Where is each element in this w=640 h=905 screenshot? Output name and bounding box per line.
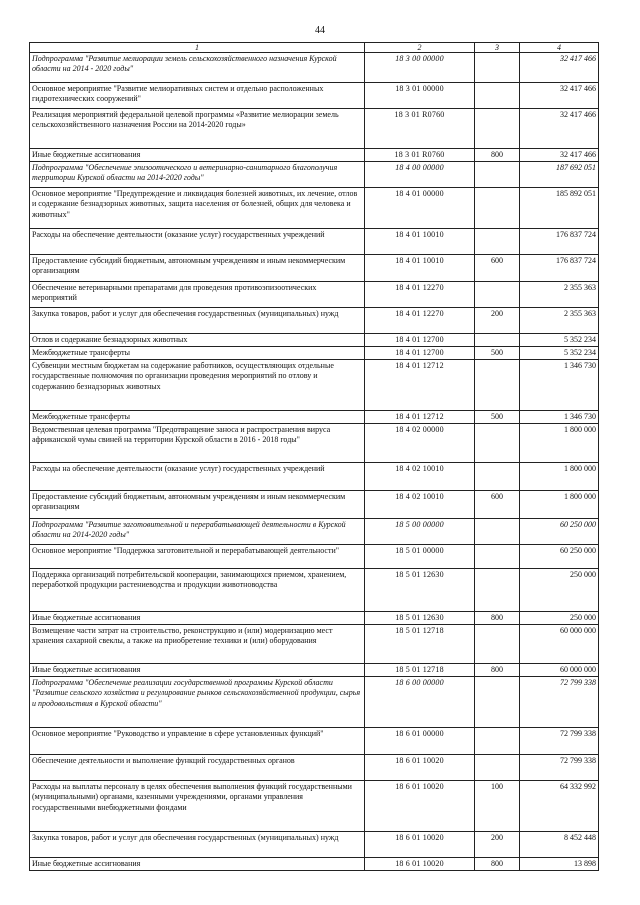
table-body bbox=[30, 53, 599, 871]
row-type-cell: 200 bbox=[475, 832, 520, 858]
row-sum-cell: 32 417 466 bbox=[520, 149, 599, 162]
row-sum-cell: 72 799 338 bbox=[520, 677, 599, 728]
row-sum-cell: 60 000 000 bbox=[520, 664, 599, 677]
row-sum-cell: 13 898 bbox=[520, 858, 599, 871]
row-code-cell: 18 3 00 00000 bbox=[365, 53, 475, 83]
table-row bbox=[30, 491, 599, 519]
row-sum-cell: 8 452 448 bbox=[520, 832, 599, 858]
row-code-cell: 18 4 01 12712 bbox=[365, 360, 475, 411]
header-col-name: 1 bbox=[30, 43, 365, 53]
header-col-sum: 4 bbox=[520, 43, 599, 53]
row-sum-cell: 60 000 000 bbox=[520, 625, 599, 664]
row-name-cell: Основное мероприятие "Предупреждение и ликвидация болезней животных, их лечение, отлов и содержание безнадзорных животных, защита населения от болезней, общих для человека и животных" bbox=[30, 188, 365, 229]
row-type-cell bbox=[475, 755, 520, 781]
row-type-cell bbox=[475, 728, 520, 755]
row-sum-cell: 250 000 bbox=[520, 612, 599, 625]
row-name-cell: Ведомственная целевая программа "Предотвращение заноса и распространения вируса африканской чумы свиней на территории Курской области в 2016 - 2018 годы" bbox=[30, 424, 365, 463]
row-type-cell bbox=[475, 360, 520, 411]
table-header-row bbox=[30, 43, 599, 53]
table-row bbox=[30, 625, 599, 664]
row-type-cell bbox=[475, 569, 520, 612]
row-type-cell bbox=[475, 162, 520, 188]
row-code-cell: 18 6 00 00000 bbox=[365, 677, 475, 728]
row-name-cell: Обеспечение деятельности и выполнение функций государственных органов bbox=[30, 755, 365, 781]
row-code-cell: 18 4 01 12712 bbox=[365, 411, 475, 424]
row-code-cell: 18 6 01 10020 bbox=[365, 832, 475, 858]
table-row bbox=[30, 832, 599, 858]
row-type-cell bbox=[475, 334, 520, 347]
row-name-cell: Межбюджетные трансферты bbox=[30, 347, 365, 360]
row-type-cell bbox=[475, 109, 520, 149]
row-type-cell bbox=[475, 677, 520, 728]
row-sum-cell: 1 346 730 bbox=[520, 411, 599, 424]
row-sum-cell: 60 250 000 bbox=[520, 519, 599, 545]
row-type-cell: 500 bbox=[475, 411, 520, 424]
table-row bbox=[30, 411, 599, 424]
table-row bbox=[30, 334, 599, 347]
row-name-cell: Основное мероприятие "Поддержка заготовительной и перерабатывающей деятельности" bbox=[30, 545, 365, 569]
row-name-cell: Расходы на обеспечение деятельности (оказание услуг) государственных учреждений bbox=[30, 463, 365, 491]
row-type-cell bbox=[475, 282, 520, 308]
table-row bbox=[30, 229, 599, 255]
row-sum-cell: 64 332 992 bbox=[520, 781, 599, 832]
header-col-type: 3 bbox=[475, 43, 520, 53]
table-row bbox=[30, 781, 599, 832]
row-name-cell: Основное мероприятие "Развитие мелиоративных систем и отдельно расположенных гидротехнических сооружений" bbox=[30, 83, 365, 109]
row-type-cell bbox=[475, 463, 520, 491]
table-row bbox=[30, 83, 599, 109]
row-sum-cell: 60 250 000 bbox=[520, 545, 599, 569]
table-row bbox=[30, 162, 599, 188]
row-code-cell: 18 4 01 10010 bbox=[365, 255, 475, 282]
row-sum-cell: 176 837 724 bbox=[520, 255, 599, 282]
row-name-cell: Предоставление субсидий бюджетным, автономным учреждениям и иным некоммерческим организациям bbox=[30, 491, 365, 519]
row-code-cell: 18 6 01 00000 bbox=[365, 728, 475, 755]
row-code-cell: 18 5 01 12630 bbox=[365, 569, 475, 612]
row-name-cell: Основное мероприятие "Руководство и управление в сфере установленных функций" bbox=[30, 728, 365, 755]
row-code-cell: 18 5 01 12630 bbox=[365, 612, 475, 625]
row-code-cell: 18 4 01 00000 bbox=[365, 188, 475, 229]
row-name-cell: Реализация мероприятий федеральной целевой программы «Развитие мелиорации земель сельскохозяйственного назначения России на 2014-2020 годы» bbox=[30, 109, 365, 149]
table-row bbox=[30, 255, 599, 282]
row-code-cell: 18 3 01 R0760 bbox=[365, 109, 475, 149]
row-code-cell: 18 3 01 00000 bbox=[365, 83, 475, 109]
row-sum-cell: 2 355 363 bbox=[520, 282, 599, 308]
row-code-cell: 18 4 01 12700 bbox=[365, 347, 475, 360]
row-name-cell: Обеспечение ветеринарными препаратами для проведения противоэпизоотических мероприятий bbox=[30, 282, 365, 308]
row-name-cell: Поддержка организаций потребительской кооперации, занимающихся приемом, хранением, переработкой продукции растениеводства и продукции животноводства bbox=[30, 569, 365, 612]
row-name-cell: Возмещение части затрат на строительство, реконструкцию и (или) модернизацию мест хранения сахарной свеклы, а также на приобретение техники и (или) оборудования bbox=[30, 625, 365, 664]
row-code-cell: 18 4 01 12270 bbox=[365, 308, 475, 334]
table-row bbox=[30, 463, 599, 491]
row-type-cell bbox=[475, 229, 520, 255]
row-code-cell: 18 4 02 10010 bbox=[365, 491, 475, 519]
row-type-cell bbox=[475, 424, 520, 463]
row-code-cell: 18 4 02 10010 bbox=[365, 463, 475, 491]
row-name-cell: Расходы на выплаты персоналу в целях обеспечения выполнения функций государственными (муниципальными) органами, казенными учреждениями, органами управления государственными внебюджетными фондами bbox=[30, 781, 365, 832]
row-name-cell: Закупка товаров, работ и услуг для обеспечения государственных (муниципальных) нужд bbox=[30, 308, 365, 334]
row-sum-cell: 5 352 234 bbox=[520, 334, 599, 347]
table-row bbox=[30, 545, 599, 569]
row-name-cell: Закупка товаров, работ и услуг для обеспечения государственных (муниципальных) нужд bbox=[30, 832, 365, 858]
row-type-cell: 600 bbox=[475, 255, 520, 282]
row-sum-cell: 5 352 234 bbox=[520, 347, 599, 360]
row-type-cell: 100 bbox=[475, 781, 520, 832]
row-sum-cell: 32 417 466 bbox=[520, 83, 599, 109]
table-row bbox=[30, 755, 599, 781]
row-name-cell: Подпрограмма "Обеспечение эпизоотического и ветеринарно-санитарного благополучия территории Курской области на 2014-2020 годы" bbox=[30, 162, 365, 188]
row-sum-cell: 32 417 466 bbox=[520, 109, 599, 149]
row-type-cell bbox=[475, 625, 520, 664]
table-row bbox=[30, 569, 599, 612]
table-row bbox=[30, 53, 599, 83]
row-type-cell: 800 bbox=[475, 858, 520, 871]
row-type-cell bbox=[475, 519, 520, 545]
row-name-cell: Подпрограмма "Развитие заготовительной и перерабатывающей деятельности в Курской области на 2014-2020 годы" bbox=[30, 519, 365, 545]
table-row bbox=[30, 664, 599, 677]
row-code-cell: 18 4 01 10010 bbox=[365, 229, 475, 255]
row-name-cell: Иные бюджетные ассигнования bbox=[30, 612, 365, 625]
row-sum-cell: 72 799 338 bbox=[520, 728, 599, 755]
row-sum-cell: 1 800 000 bbox=[520, 491, 599, 519]
row-name-cell: Субвенции местным бюджетам на содержание работников, осуществляющих отдельные государственные полномочия по организации проведения мероприятий по отлову и содержанию безнадзорных животных bbox=[30, 360, 365, 411]
table-row bbox=[30, 424, 599, 463]
row-name-cell: Отлов и содержание безнадзорных животных bbox=[30, 334, 365, 347]
row-code-cell: 18 4 00 00000 bbox=[365, 162, 475, 188]
table-row bbox=[30, 308, 599, 334]
row-type-cell bbox=[475, 188, 520, 229]
row-code-cell: 18 6 01 10020 bbox=[365, 781, 475, 832]
row-name-cell: Предоставление субсидий бюджетным, автономным учреждениям и иным некоммерческим организациям bbox=[30, 255, 365, 282]
row-sum-cell: 250 000 bbox=[520, 569, 599, 612]
row-type-cell bbox=[475, 83, 520, 109]
row-type-cell: 800 bbox=[475, 612, 520, 625]
row-sum-cell: 185 892 051 bbox=[520, 188, 599, 229]
row-type-cell: 200 bbox=[475, 308, 520, 334]
table-row bbox=[30, 728, 599, 755]
row-sum-cell: 1 800 000 bbox=[520, 463, 599, 491]
row-sum-cell: 176 837 724 bbox=[520, 229, 599, 255]
row-sum-cell: 32 417 466 bbox=[520, 53, 599, 83]
row-code-cell: 18 4 01 12270 bbox=[365, 282, 475, 308]
table-row bbox=[30, 519, 599, 545]
row-sum-cell: 2 355 363 bbox=[520, 308, 599, 334]
row-name-cell: Подпрограмма "Обеспечение реализации государственной программы Курской области "Развитие сельского хозяйства и регулирование рынков сельскохозяйственной продукции, сырья и продовольствия в Курской области" bbox=[30, 677, 365, 728]
row-name-cell: Иные бюджетные ассигнования bbox=[30, 149, 365, 162]
row-code-cell: 18 4 02 00000 bbox=[365, 424, 475, 463]
table-row bbox=[30, 188, 599, 229]
table-row bbox=[30, 677, 599, 728]
row-code-cell: 18 5 01 12718 bbox=[365, 664, 475, 677]
row-code-cell: 18 5 01 00000 bbox=[365, 545, 475, 569]
row-sum-cell: 72 799 338 bbox=[520, 755, 599, 781]
row-type-cell: 800 bbox=[475, 664, 520, 677]
row-code-cell: 18 6 01 10020 bbox=[365, 858, 475, 871]
table-row bbox=[30, 282, 599, 308]
table-row bbox=[30, 149, 599, 162]
row-sum-cell: 1 800 000 bbox=[520, 424, 599, 463]
row-name-cell: Иные бюджетные ассигнования bbox=[30, 664, 365, 677]
row-name-cell: Расходы на обеспечение деятельности (оказание услуг) государственных учреждений bbox=[30, 229, 365, 255]
row-type-cell: 500 bbox=[475, 347, 520, 360]
row-type-cell: 600 bbox=[475, 491, 520, 519]
row-code-cell: 18 4 01 12700 bbox=[365, 334, 475, 347]
row-code-cell: 18 3 01 R0760 bbox=[365, 149, 475, 162]
table-row bbox=[30, 858, 599, 871]
table-row bbox=[30, 612, 599, 625]
header-col-code: 2 bbox=[365, 43, 475, 53]
table-row bbox=[30, 109, 599, 149]
table-row bbox=[30, 360, 599, 411]
row-code-cell: 18 5 00 00000 bbox=[365, 519, 475, 545]
row-type-cell bbox=[475, 53, 520, 83]
row-type-cell: 800 bbox=[475, 149, 520, 162]
row-sum-cell: 187 692 051 bbox=[520, 162, 599, 188]
budget-table bbox=[29, 42, 599, 871]
row-name-cell: Иные бюджетные ассигнования bbox=[30, 858, 365, 871]
row-type-cell bbox=[475, 545, 520, 569]
page-number: 44 bbox=[315, 25, 325, 36]
row-name-cell: Межбюджетные трансферты bbox=[30, 411, 365, 424]
row-code-cell: 18 5 01 12718 bbox=[365, 625, 475, 664]
table-row bbox=[30, 347, 599, 360]
row-name-cell: Подпрограмма "Развитие мелиорации земель сельскохозяйственного назначения Курской области на 2014 - 2020 годы" bbox=[30, 53, 365, 83]
row-code-cell: 18 6 01 10020 bbox=[365, 755, 475, 781]
row-sum-cell: 1 346 730 bbox=[520, 360, 599, 411]
